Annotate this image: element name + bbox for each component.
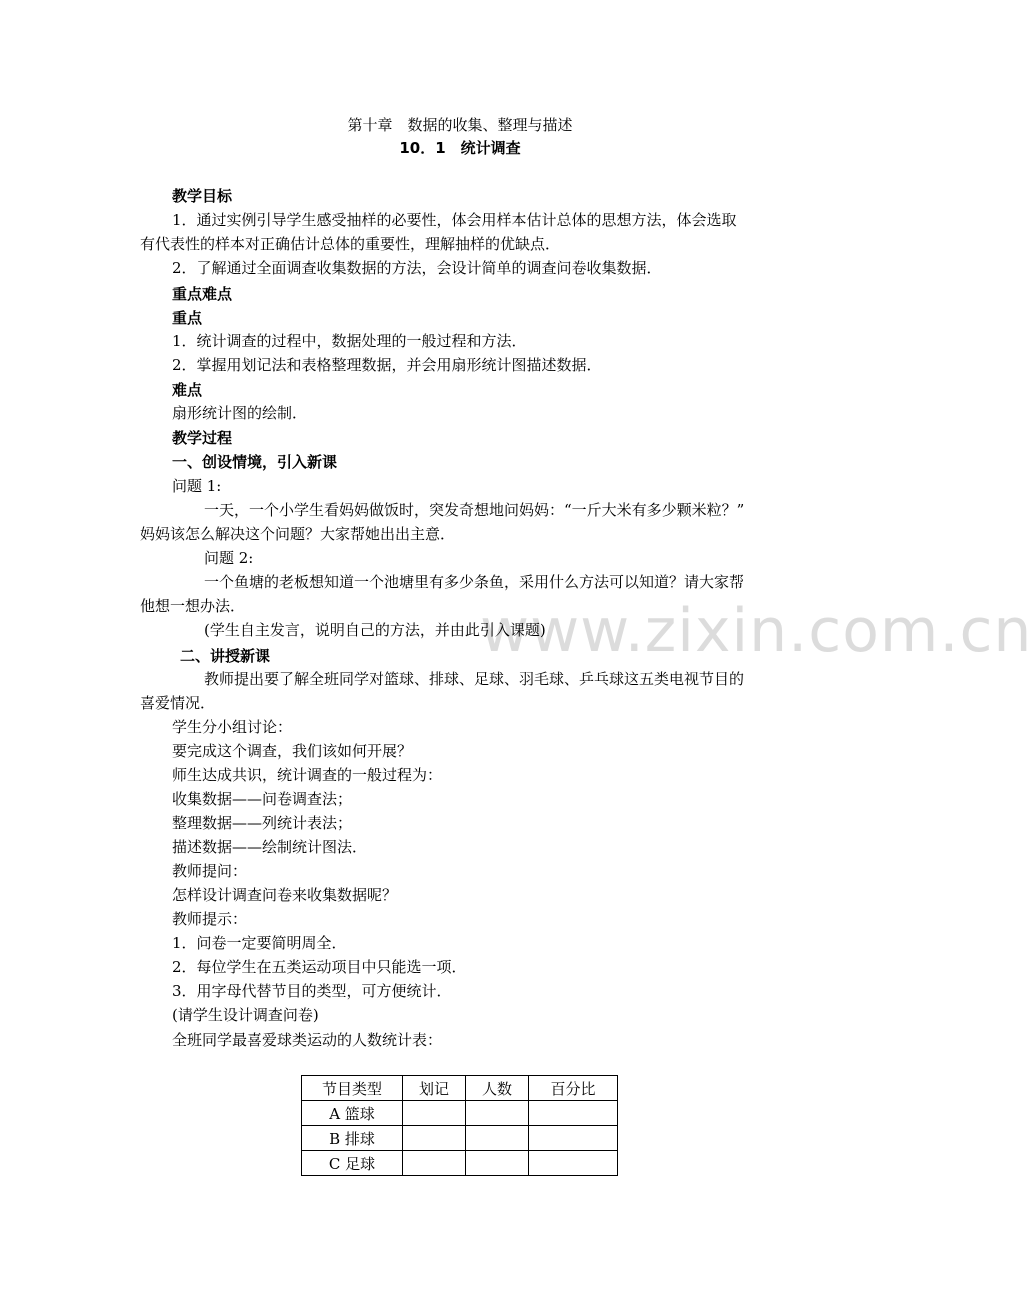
- ask-text: 怎样设计调查问卷来收集数据呢？: [172, 886, 398, 904]
- table-cell: [466, 1151, 529, 1176]
- hint-3: 3．用字母代替节目的类型，可方便统计．: [172, 982, 452, 1000]
- table-cell: [466, 1101, 529, 1126]
- teach-line-2: 喜爱情况．: [140, 694, 216, 712]
- table-row: [302, 1151, 618, 1176]
- header-cell-count: 人数: [466, 1076, 529, 1101]
- table-cell: [529, 1101, 618, 1126]
- question-2-label: 问题 2:: [204, 549, 254, 567]
- step-1: 收集数据——问卷调查法；: [172, 790, 353, 808]
- discuss: 学生分小组讨论：: [172, 718, 293, 736]
- how: 要完成这个调查，我们该如何开展？: [172, 742, 413, 760]
- consensus: 师生达成共识，统计调查的一般过程为：: [172, 766, 443, 784]
- note-1: (学生自主发言，说明自己的方法，并由此引入课题): [204, 621, 546, 639]
- hint-2: 2．每位学生在五类运动项目中只能选一项．: [172, 958, 467, 976]
- table-cell: [529, 1126, 618, 1151]
- hint-1: 1．问卷一定要简明周全．: [172, 934, 347, 952]
- key-2: 2．掌握用划记法和表格整理数据，并会用扇形统计图描述数据．: [172, 356, 602, 374]
- goal-1-line-2: 有代表性的样本对正确估计总体的重要性，理解抽样的优缺点．: [140, 235, 561, 253]
- teacher-ask: 教师提问：: [172, 862, 248, 880]
- table-cell: [466, 1126, 529, 1151]
- table-row: [302, 1101, 618, 1126]
- watermark: www.zixin.com.cn: [480, 596, 1032, 666]
- key-heading: 重点: [172, 309, 203, 327]
- question-2-line-2: 他想一想办法．: [140, 597, 246, 615]
- table-row: [302, 1126, 618, 1151]
- table-cell: B 排球: [302, 1126, 403, 1151]
- header-cell-percent: 百分比: [529, 1076, 618, 1101]
- goal-1-line-1: 1．通过实例引导学生感受抽样的必要性，体会用样本估计总体的思想方法，体会选取: [172, 211, 737, 229]
- part-2-heading: 二、讲授新课: [180, 647, 271, 665]
- process-heading: 教学过程: [172, 429, 233, 447]
- teacher-hint: 教师提示：: [172, 910, 248, 928]
- step-2: 整理数据——列统计表法；: [172, 814, 353, 832]
- header-cell-type: 节目类型: [302, 1076, 403, 1101]
- question-2-line-1: 一个鱼塘的老板想知道一个池塘里有多少条鱼，采用什么方法可以知道？请大家帮: [204, 573, 745, 591]
- difficulty-1: 扇形统计图的绘制．: [172, 404, 308, 422]
- note-2: (请学生设计调查问卷): [172, 1006, 319, 1024]
- table-cell: [403, 1101, 466, 1126]
- key-points-heading: 重点难点: [172, 285, 233, 303]
- goal-2: 2．了解通过全面调查收集数据的方法，会设计简单的调查问卷收集数据．: [172, 259, 662, 277]
- table-caption: 全班同学最喜爱球类运动的人数统计表：: [172, 1031, 443, 1049]
- difficulty-heading: 难点: [172, 381, 203, 399]
- table-cell: [403, 1126, 466, 1151]
- table-cell: C 足球: [302, 1151, 403, 1176]
- question-1-label: 问题 1:: [172, 477, 222, 495]
- table-header-row: [302, 1076, 618, 1101]
- section-title: 10．1 统计调查: [399, 139, 521, 157]
- question-1-line-2: 妈妈该怎么解决这个问题？大家帮她出出主意．: [140, 525, 456, 543]
- teach-line-1: 教师提出要了解全班同学对篮球、排球、足球、羽毛球、乒乓球这五类电视节目的: [204, 670, 745, 688]
- step-3: 描述数据——绘制统计图法．: [172, 838, 368, 856]
- table-cell: [529, 1151, 618, 1176]
- header-cell-tally: 划记: [403, 1076, 466, 1101]
- question-1-line-1: 一天，一个小学生看妈妈做饭时，突发奇想地问妈妈：“一斤大米有多少颗米粒？”: [204, 501, 745, 519]
- statistics-table: [301, 1075, 618, 1176]
- goals-heading: 教学目标: [172, 187, 233, 205]
- table-cell: [403, 1151, 466, 1176]
- table-cell: A 篮球: [302, 1101, 403, 1126]
- key-1: 1．统计调查的过程中，数据处理的一般过程和方法．: [172, 332, 527, 350]
- chapter-title: 第十章 数据的收集、整理与描述: [347, 116, 573, 134]
- part-1-heading: 一、创设情境，引入新课: [172, 453, 338, 471]
